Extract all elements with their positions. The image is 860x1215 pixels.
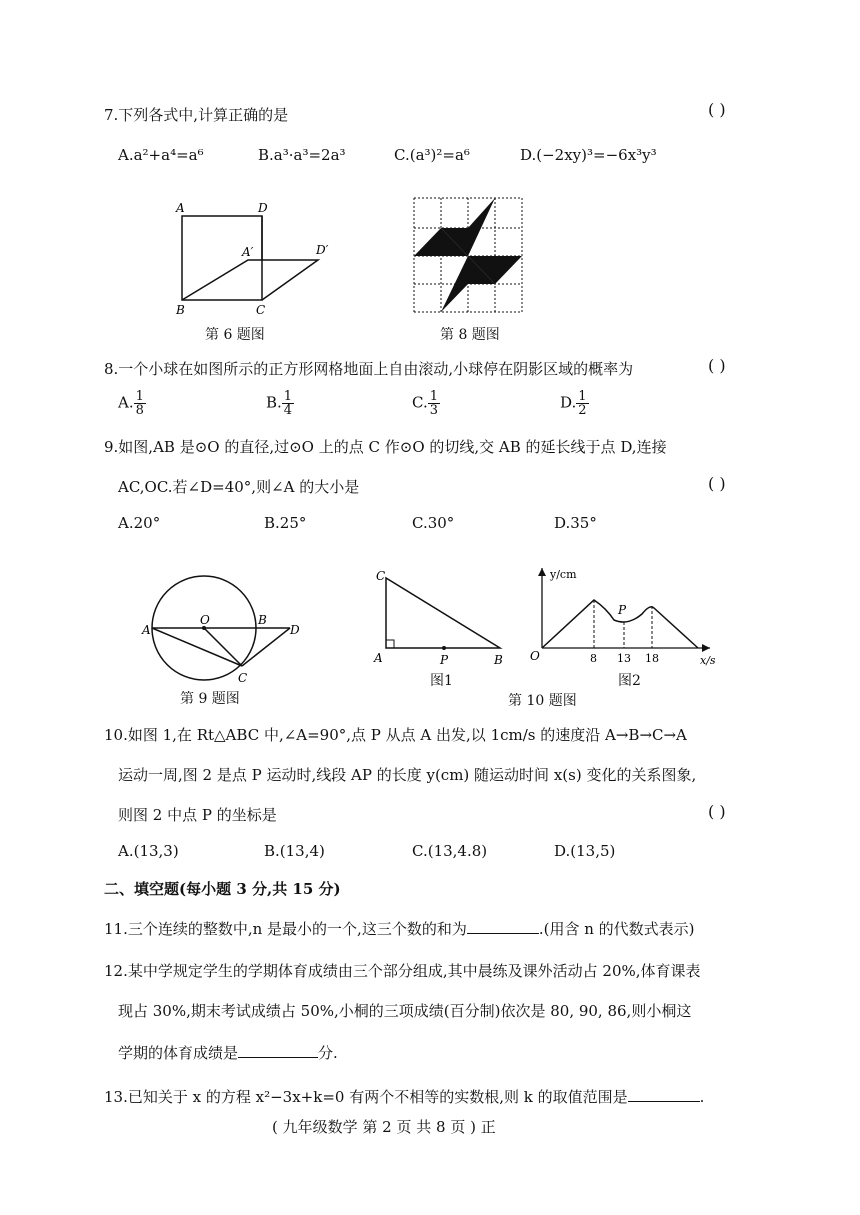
q9-option-d: D.35°	[554, 514, 597, 532]
fig10-2-origin: O	[530, 649, 540, 663]
q8-option-b-den: 4	[283, 403, 293, 418]
fig10-caption: 第 10 题图	[508, 693, 577, 709]
q12-stem: 学期的体育成绩是	[118, 1044, 239, 1062]
q8-option-a-letter: A.	[118, 393, 134, 412]
q8-option-c-num: 1	[429, 389, 438, 404]
fig10-1-label-a: A	[374, 651, 383, 665]
q8-option-b-letter: B.	[266, 393, 282, 412]
q8-option-b	[266, 390, 294, 417]
q7-option-d: D.(−2xy)³=−6x³y³	[520, 146, 657, 164]
fig10-1-label-c: C	[376, 569, 386, 583]
q7-option-a: A.a²+a⁴=a⁶	[118, 146, 204, 164]
fig6-label-c: C	[256, 303, 266, 317]
fig9-label-o: O	[200, 613, 210, 627]
q9-option-b: B.25°	[264, 514, 307, 532]
q11-stem-tail: .(用含 n 的代数式表示)	[538, 920, 695, 938]
fig9-label-c: C	[238, 671, 248, 685]
q9-option-a: A.20°	[118, 514, 161, 532]
figure-6	[168, 196, 338, 321]
fig10-1-label-p: P	[440, 653, 449, 667]
q7-option-c: C.(a³)²=a⁶	[394, 146, 470, 164]
fig10-1-caption: 图1	[430, 673, 453, 689]
q10-line-1: 10.如图 1,在 Rt△ABC 中,∠A=90°,点 P 从点 A 出发,以 1cm/s 的速度沿 A→B→C→A	[104, 726, 687, 744]
fig10-2-point-p: P	[618, 603, 627, 617]
q10-option-c: C.(13,4.8)	[412, 842, 488, 860]
fig9-label-b: B	[258, 613, 267, 627]
q10-option-d: D.(13,5)	[554, 842, 616, 860]
fig10-2-y-label: y/cm	[550, 568, 577, 581]
q10-option-b: B.(13,4)	[264, 842, 325, 860]
q7-option-b: B.a³·a³=2a³	[258, 146, 346, 164]
figure-10-2	[526, 562, 726, 672]
q8-option-c-den: 3	[429, 403, 438, 418]
q11-answer-blank[interactable]	[467, 919, 539, 934]
q10-answer-paren: ( )	[708, 802, 726, 821]
q13-stem-tail: .	[699, 1088, 705, 1106]
q10-line-2: 运动一周,图 2 是点 P 运动时,线段 AP 的长度 y(cm) 随运动时间 x(s) 变化的关系图象,	[118, 766, 697, 784]
q9-line-1: 9.如图,AB 是⊙O 的直径,过⊙O 上的点 C 作⊙O 的切线,交 AB 的延长线于点 D,连接	[104, 438, 667, 456]
fig10-1-label-b: B	[494, 653, 503, 667]
q8-option-d-den: 2	[578, 403, 587, 418]
q8-option-d	[560, 390, 589, 417]
q12-line-3	[118, 1042, 338, 1063]
q8-option-d-letter: D.	[560, 393, 577, 412]
q13-answer-blank[interactable]	[628, 1087, 700, 1102]
q9-option-c: C.30°	[412, 514, 455, 532]
fig6-label-d-prime: D′	[316, 243, 329, 257]
q13-stem: 13.已知关于 x 的方程 x²−3x+k=0 有两个不相等的实数根,则 k 的取值范围是	[104, 1088, 628, 1106]
q9-line-2: AC,OC.若∠D=40°,则∠A 的大小是	[118, 478, 360, 496]
q12-answer-blank[interactable]	[238, 1043, 318, 1058]
fig10-2-x-label: x/s	[700, 654, 716, 667]
fig10-2-caption: 图2	[618, 673, 641, 689]
fig6-label-a: A	[176, 201, 185, 215]
q12-stem-tail: 分.	[318, 1044, 338, 1062]
q9-answer-paren: ( )	[708, 474, 726, 493]
fig9-label-a: A	[142, 623, 151, 637]
q8-answer-paren: ( )	[708, 356, 726, 375]
fig9-caption: 第 9 题图	[180, 691, 240, 707]
fig6-label-b: B	[176, 303, 185, 317]
q8-stem: 8.一个小球在如图所示的正方形网格地面上自由滚动,小球停在阴影区域的概率为	[104, 360, 634, 378]
figure-10-1	[370, 566, 510, 670]
figure-9	[140, 570, 310, 688]
q7-stem: 7.下列各式中,计算正确的是	[104, 106, 289, 124]
fig10-2-tick-8: 8	[590, 652, 597, 665]
q10-line-3: 则图 2 中点 P 的坐标是	[118, 806, 277, 824]
q7-answer-paren: ( )	[708, 100, 726, 119]
section-fill-in-blank-heading: 二、填空题(每小题 3 分,共 15 分)	[104, 880, 341, 898]
fig6-caption: 第 6 题图	[205, 327, 265, 343]
q8-option-a	[118, 390, 146, 417]
q8-option-a-den: 8	[135, 403, 144, 418]
q8-option-c-letter: C.	[412, 393, 428, 412]
fig10-2-tick-18: 18	[645, 652, 659, 665]
q11-stem: 11.三个连续的整数中,n 是最小的一个,这三个数的和为	[104, 920, 467, 938]
page-footer: ( 九年级数学 第 2 页 共 8 页 ) 正	[272, 1118, 496, 1136]
figure-8	[410, 194, 526, 320]
q8-option-a-num: 1	[135, 389, 144, 404]
q12-line-2: 现占 30%,期末考试成绩占 50%,小桐的三项成绩(百分制)依次是 80, 90, 86,则小桐这	[118, 1002, 692, 1020]
fig8-caption: 第 8 题图	[440, 327, 500, 343]
q8-option-c	[412, 390, 440, 417]
q11	[104, 918, 695, 939]
q8-option-b-num: 1	[283, 389, 293, 404]
fig6-label-a-prime: A′	[242, 245, 254, 259]
q8-option-d-num: 1	[578, 389, 587, 404]
q13	[104, 1086, 704, 1107]
fig10-2-tick-13: 13	[617, 652, 631, 665]
fig9-label-d: D	[290, 623, 300, 637]
q12-line-1: 12.某中学规定学生的学期体育成绩由三个部分组成,其中晨练及课外活动占 20%,体育课表	[104, 962, 701, 980]
fig6-label-d: D	[258, 201, 268, 215]
q10-option-a: A.(13,3)	[118, 842, 179, 860]
